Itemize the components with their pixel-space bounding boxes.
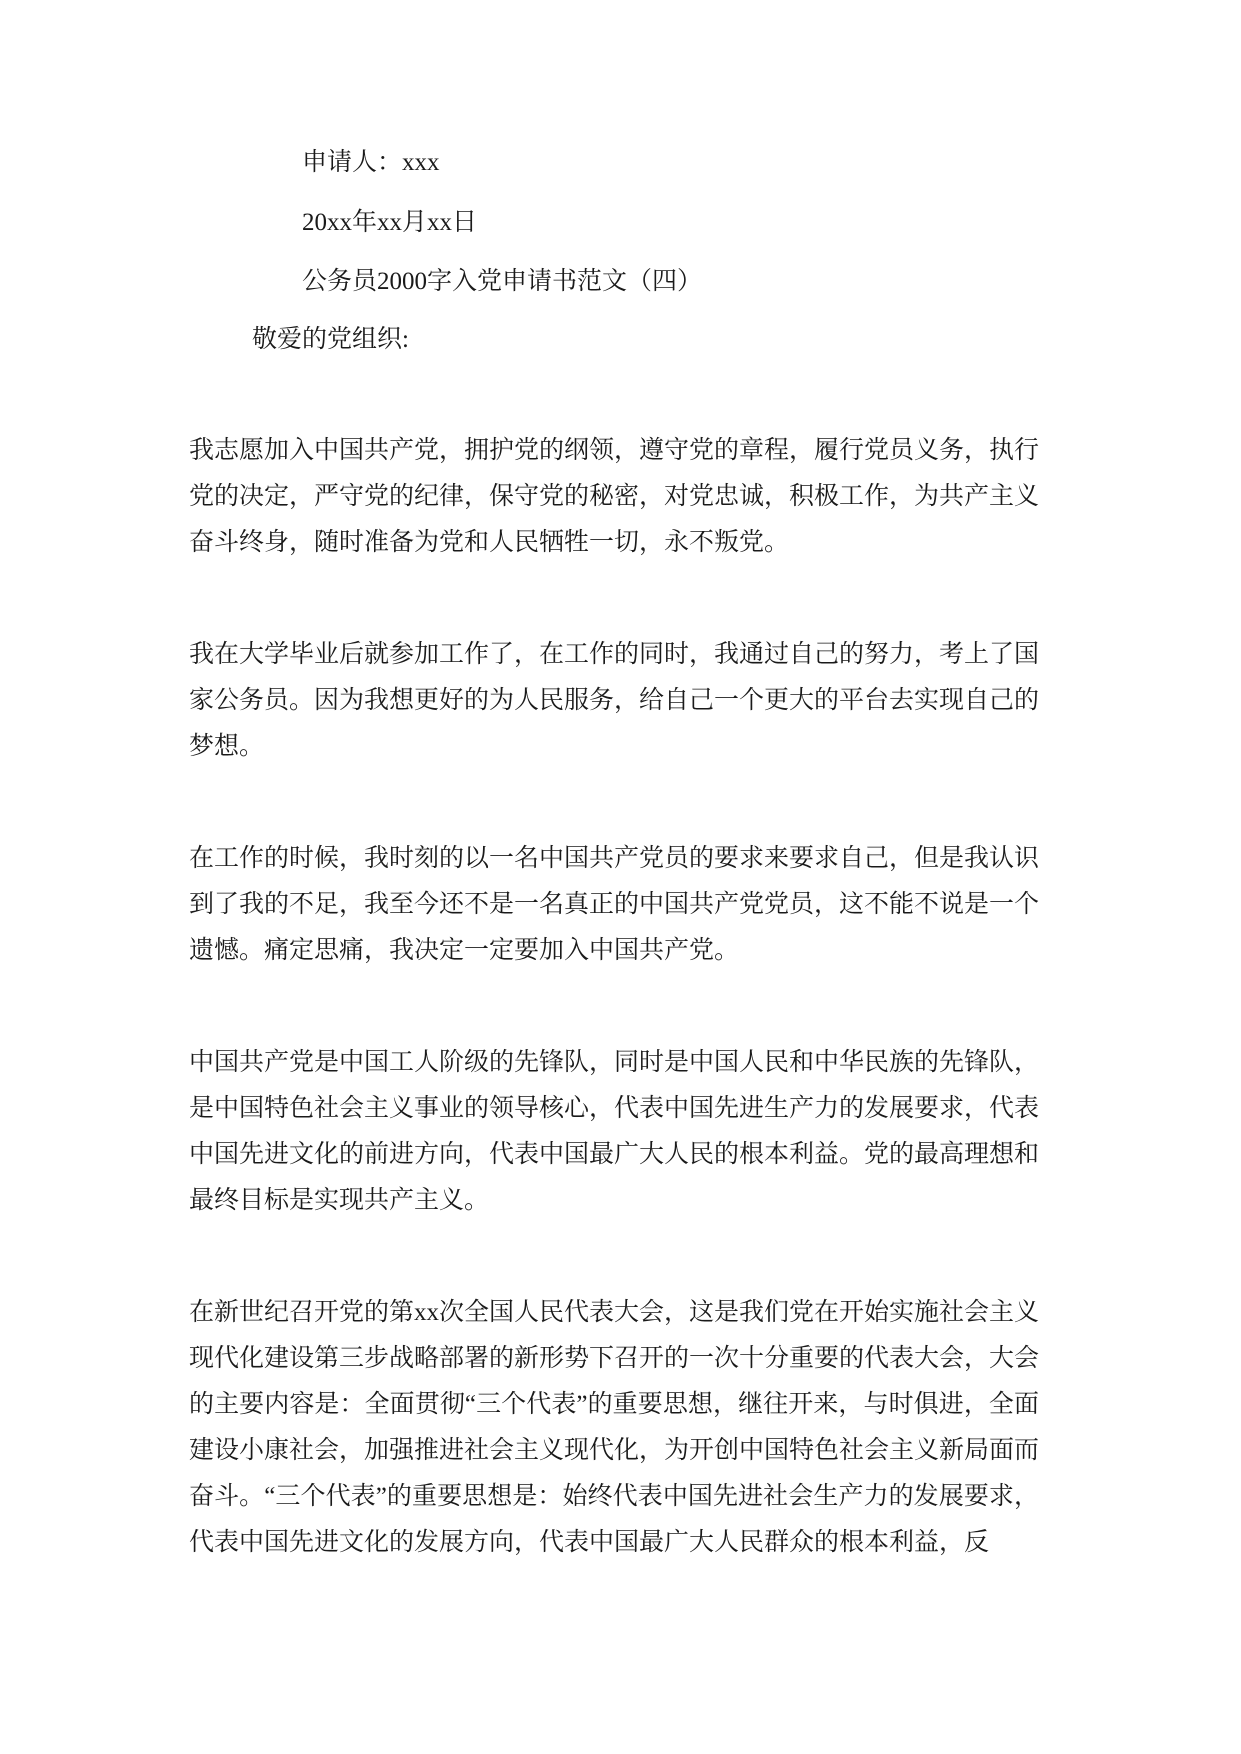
- date-line: 20xx年xx月xx日: [302, 209, 478, 236]
- salutation: 敬爱的党组织:: [252, 326, 409, 353]
- applicant-signature-line: 申请人：xxx: [302, 149, 440, 176]
- paragraph-party-nature: 中国共产党是中国工人阶级的先锋队，同时是中国人民和中华民族的先锋队，是中国特色社会主义事业的领导核心，代表中国先进生产力的发展要求，代表中国先进文化的前进方向，代表中国最广大人民的根本利益。党的最高理想和最终目标是实现共产主义。: [189, 1049, 1040, 1214]
- paragraph-congress-three-represents: 在新世纪召开党的第xx次全国人民代表大会，这是我们党在开始实施社会主义现代化建设第三步战略部署的新形势下召开的一次十分重要的代表大会，大会的主要内容是：全面贯彻“三个代表”的重要思想，继往开来，与时俱进，全面建设小康社会，加强推进社会主义现代化，为开创中国特色社会主义新局面而奋斗。“三个代表”的重要思想是：始终代表中国先进社会生产力的发展要求，代表中国先进文化的发展方向，代表中国最广大人民群众的根本利益，反: [189, 1299, 1040, 1556]
- document-content: [189, 133, 1039, 1566]
- paragraph-oath: 我志愿加入中国共产党，拥护党的纲领，遵守党的章程，履行党员义务，执行党的决定，严守党的纪律，保守党的秘密，对党忠诚，积极工作，为共产主义奋斗终身，随时准备为党和人民牺牲一切，永不叛党。: [189, 437, 1040, 556]
- paragraph-motivation: 在工作的时候，我时刻的以一名中国共产党员的要求来要求自己，但是我认识到了我的不足，我至今还不是一名真正的中国共产党党员，这不能不说是一个遗憾。痛定思痛，我决定一定要加入中国共产党。: [189, 845, 1040, 964]
- section-title: 公务员2000字入党申请书范文（四）: [302, 268, 703, 295]
- paragraph-background: 我在大学毕业后就参加工作了，在工作的同时，我通过自己的努力，考上了国家公务员。因为我想更好的为人民服务，给自己一个更大的平台去实现自己的梦想。: [189, 641, 1040, 760]
